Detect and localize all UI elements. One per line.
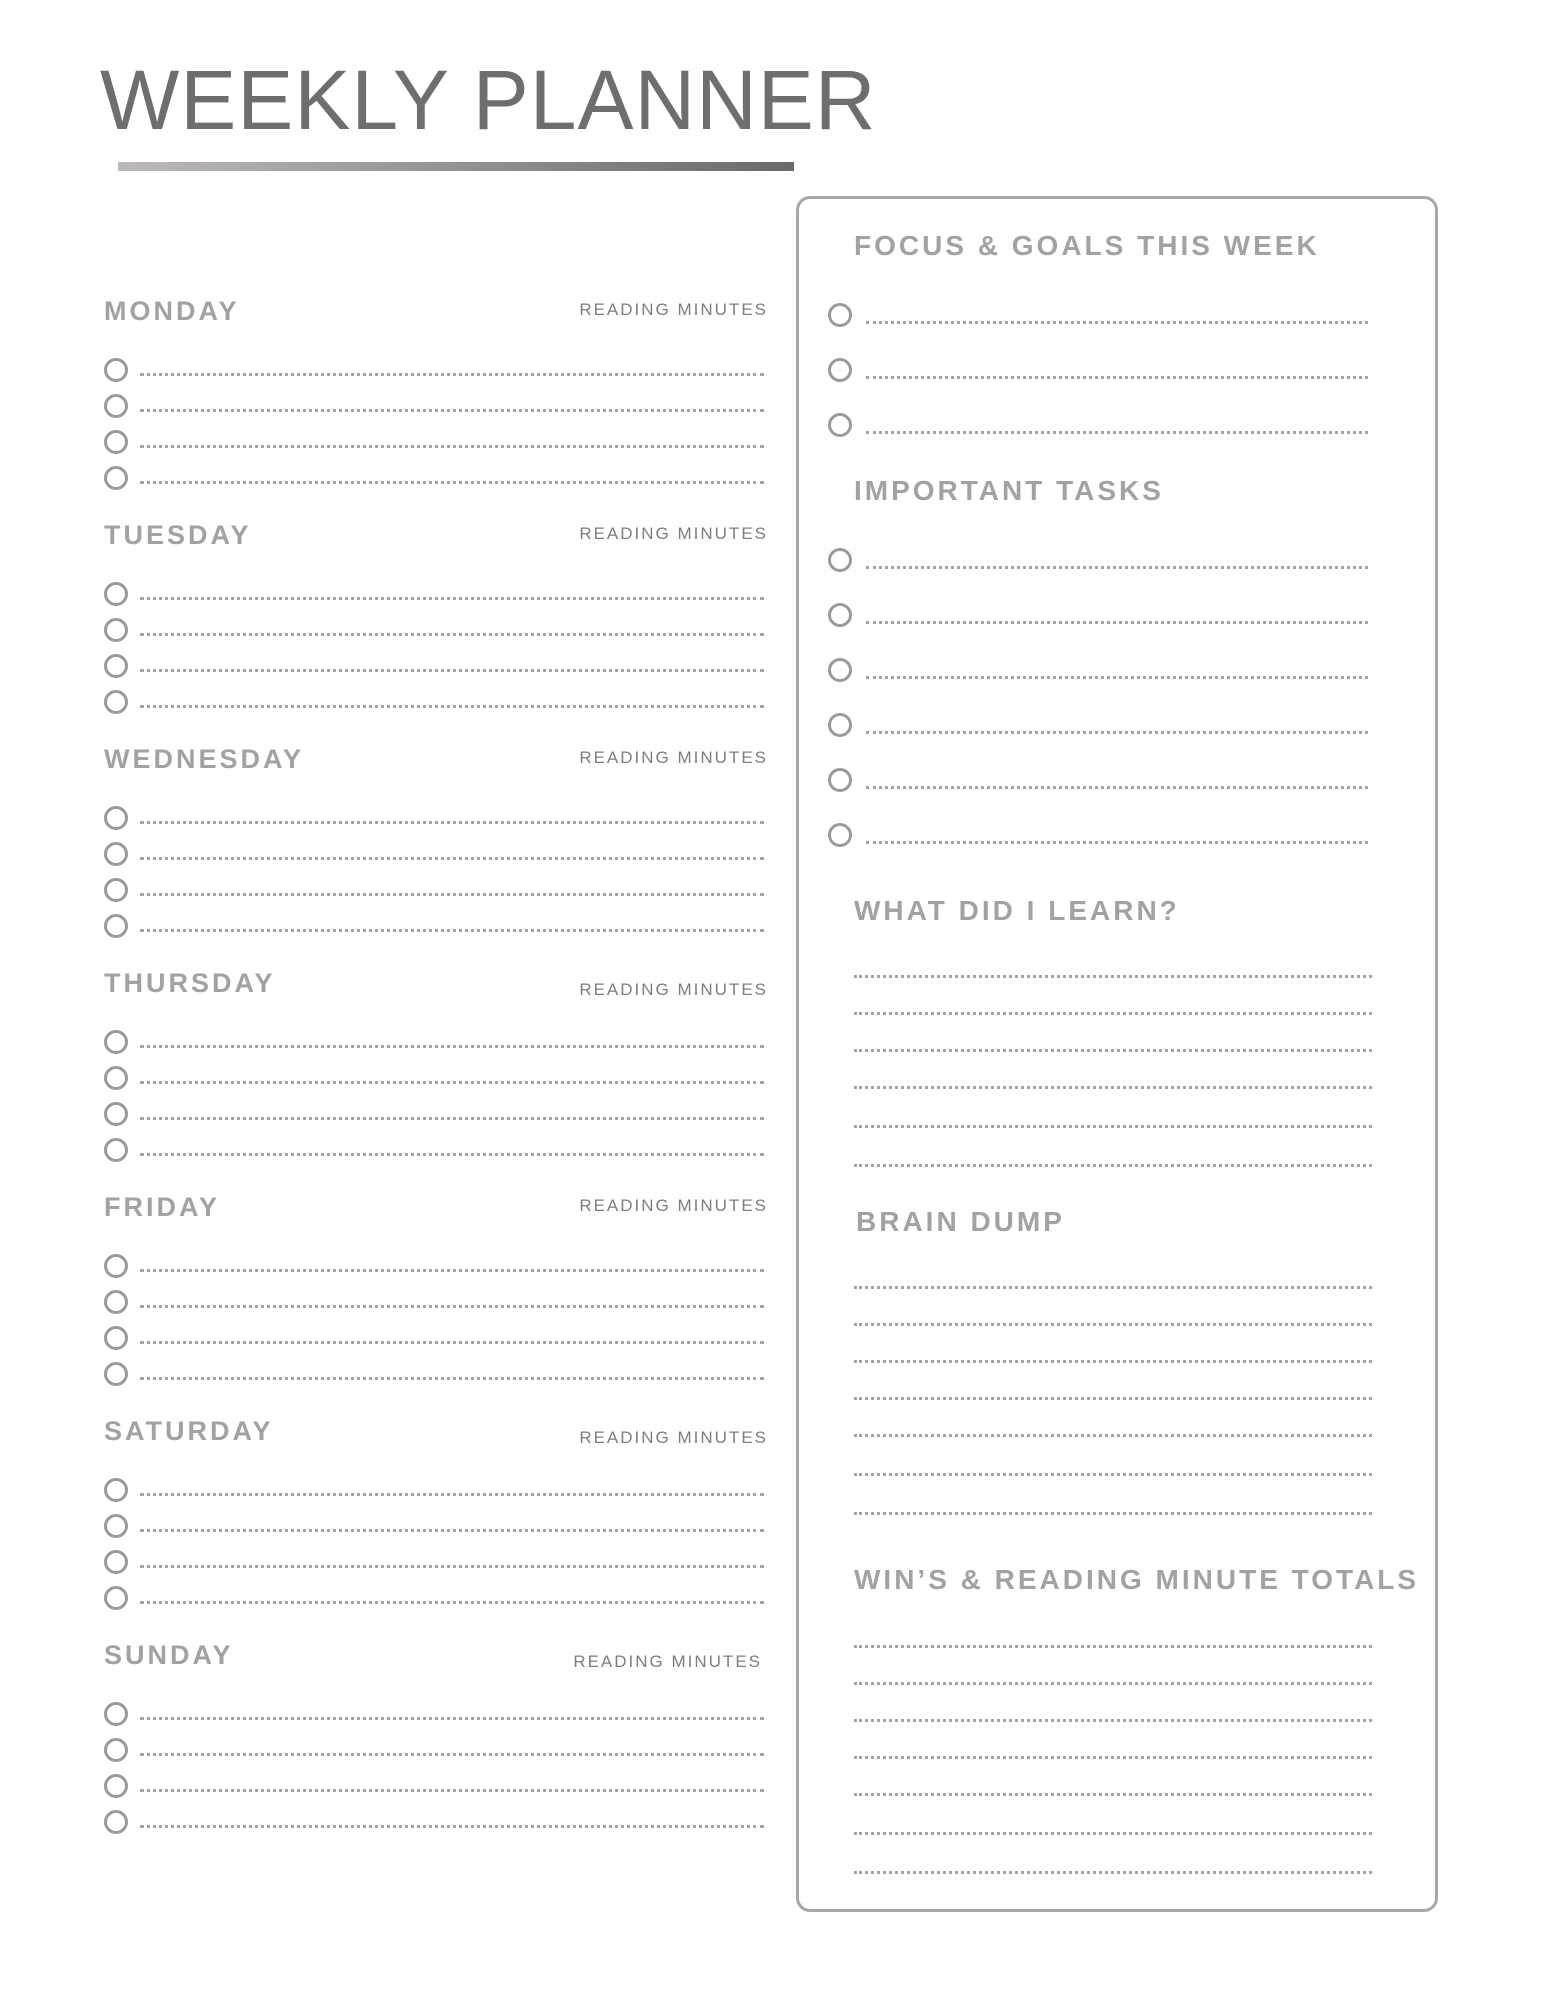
day-name: WEDNESDAY [104,744,305,774]
checkbox-circle-icon[interactable] [104,806,128,830]
reading-minutes-label: READING MINUTES [573,1652,762,1671]
important-task-row[interactable] [828,823,1368,849]
important-tasks-title: IMPORTANT TASKS [854,475,1164,506]
writing-line[interactable] [854,1645,1372,1648]
dotted-line [140,1117,764,1120]
task-row[interactable] [104,878,768,902]
writing-line[interactable] [854,1397,1372,1400]
goal-row[interactable] [828,303,1368,329]
writing-line[interactable] [854,1756,1372,1759]
checkbox-circle-icon[interactable] [104,394,128,418]
task-row[interactable] [104,1102,768,1126]
dotted-line [140,481,764,484]
writing-line[interactable] [854,1164,1372,1167]
writing-line[interactable] [854,1793,1372,1796]
day-name: SATURDAY [104,1416,274,1446]
dotted-line [866,676,1368,679]
checkbox-circle-icon[interactable] [104,1362,128,1386]
checkbox-circle-icon[interactable] [104,1066,128,1090]
dotted-line [140,705,764,708]
title-underline [118,162,794,171]
writing-line[interactable] [854,1682,1372,1685]
reading-minutes-label: READING MINUTES [579,300,768,319]
checkbox-circle-icon[interactable] [104,582,128,606]
reading-minutes-label: READING MINUTES [579,980,768,999]
day-name: FRIDAY [104,1192,221,1222]
task-row[interactable] [104,1362,768,1386]
dotted-line [866,841,1368,844]
checkbox-circle-icon[interactable] [104,466,128,490]
checkbox-circle-icon[interactable] [828,413,852,437]
writing-line[interactable] [854,1719,1372,1722]
writing-line[interactable] [854,1871,1372,1874]
dotted-line [866,731,1368,734]
checkbox-circle-icon[interactable] [104,878,128,902]
checkbox-circle-icon[interactable] [828,823,852,847]
checkbox-circle-icon[interactable] [104,1586,128,1610]
checkbox-circle-icon[interactable] [104,1254,128,1278]
checkbox-circle-icon[interactable] [828,548,852,572]
day-section-monday [104,296,768,496]
writing-line[interactable] [854,1286,1372,1289]
checkbox-circle-icon[interactable] [104,1514,128,1538]
day-section-wednesday [104,744,768,944]
task-row[interactable] [104,1810,768,1834]
dotted-line [140,1717,764,1720]
reading-minutes-label: READING MINUTES [579,1196,768,1215]
dotted-line [866,566,1368,569]
dotted-line [140,893,764,896]
goal-row[interactable] [828,358,1368,384]
dotted-line [140,1493,764,1496]
checkbox-circle-icon[interactable] [104,1774,128,1798]
important-task-row[interactable] [828,658,1368,684]
checkbox-circle-icon[interactable] [104,1326,128,1350]
task-row[interactable] [104,582,768,606]
dotted-line [140,1529,764,1532]
task-row[interactable] [104,394,768,418]
writing-line[interactable] [854,1086,1372,1089]
dotted-line [140,1269,764,1272]
checkbox-circle-icon[interactable] [104,1478,128,1502]
dotted-line [866,431,1368,434]
checkbox-circle-icon[interactable] [104,654,128,678]
task-row[interactable] [104,1586,768,1610]
dotted-line [140,409,764,412]
task-row[interactable] [104,914,768,938]
dotted-line [140,1153,764,1156]
dotted-line [866,621,1368,624]
reading-minutes-label: READING MINUTES [579,748,768,767]
writing-line[interactable] [854,1473,1372,1476]
task-row[interactable] [104,1138,768,1162]
checkbox-circle-icon[interactable] [104,914,128,938]
dotted-line [140,1305,764,1308]
checkbox-circle-icon[interactable] [828,658,852,682]
task-row[interactable] [104,1478,768,1502]
checkbox-circle-icon[interactable] [104,1702,128,1726]
checkbox-circle-icon[interactable] [104,1102,128,1126]
goal-row[interactable] [828,413,1368,439]
dotted-line [140,373,764,376]
task-row[interactable] [104,1066,768,1090]
dotted-line [140,669,764,672]
checkbox-circle-icon[interactable] [104,1810,128,1834]
checkbox-circle-icon[interactable] [828,768,852,792]
task-row[interactable] [104,358,768,382]
writing-line[interactable] [854,975,1372,978]
dotted-line [866,786,1368,789]
important-task-row[interactable] [828,713,1368,739]
task-row[interactable] [104,1514,768,1538]
day-name: THURSDAY [104,968,276,998]
day-section-thursday [104,968,768,1168]
writing-line[interactable] [854,1434,1372,1437]
writing-line[interactable] [854,1512,1372,1515]
task-row[interactable] [104,690,768,714]
brain-dump-title: BRAIN DUMP [856,1206,1065,1237]
checkbox-circle-icon[interactable] [104,1290,128,1314]
task-row[interactable] [104,1702,768,1726]
side-panel [796,196,1438,1912]
day-section-friday [104,1192,768,1392]
dotted-line [140,821,764,824]
checkbox-circle-icon[interactable] [104,1550,128,1574]
day-name: MONDAY [104,296,240,326]
dotted-line [140,633,764,636]
day-section-sunday [104,1640,768,1840]
writing-line[interactable] [854,1832,1372,1835]
day-section-tuesday [104,520,768,720]
task-row[interactable] [104,654,768,678]
writing-line[interactable] [854,1125,1372,1128]
important-task-row[interactable] [828,548,1368,574]
task-row[interactable] [104,1030,768,1054]
dotted-line [140,597,764,600]
reading-minutes-label: READING MINUTES [579,1428,768,1447]
checkbox-circle-icon[interactable] [104,358,128,382]
dotted-line [866,321,1368,324]
dotted-line [140,1341,764,1344]
task-row[interactable] [104,1254,768,1278]
task-row[interactable] [104,618,768,642]
reading-minutes-label: READING MINUTES [579,524,768,543]
dotted-line [140,1377,764,1380]
dotted-line [140,1081,764,1084]
wins-totals-title: WIN’S & READING MINUTE TOTALS [854,1564,1420,1595]
dotted-line [140,1601,764,1604]
checkbox-circle-icon[interactable] [828,603,852,627]
dotted-line [140,929,764,932]
checkbox-circle-icon[interactable] [104,1138,128,1162]
task-row[interactable] [104,806,768,830]
task-row[interactable] [104,1738,768,1762]
checkbox-circle-icon[interactable] [828,713,852,737]
dotted-line [140,445,764,448]
page-title: WEEKLY PLANNER [100,53,877,147]
day-name: TUESDAY [104,520,252,550]
day-section-saturday [104,1416,768,1616]
checkbox-circle-icon[interactable] [104,842,128,866]
important-task-row[interactable] [828,768,1368,794]
checkbox-circle-icon[interactable] [104,430,128,454]
dotted-line [140,1045,764,1048]
checkbox-circle-icon[interactable] [828,303,852,327]
checkbox-circle-icon[interactable] [104,1738,128,1762]
task-row[interactable] [104,842,768,866]
writing-line[interactable] [854,1012,1372,1015]
dotted-line [140,1565,764,1568]
dotted-line [866,376,1368,379]
task-row[interactable] [104,466,768,490]
checkbox-circle-icon[interactable] [104,618,128,642]
day-name: SUNDAY [104,1640,234,1670]
writing-line[interactable] [854,1323,1372,1326]
dotted-line [140,1789,764,1792]
task-row[interactable] [104,1774,768,1798]
checkbox-circle-icon[interactable] [104,690,128,714]
task-row[interactable] [104,1550,768,1574]
writing-line[interactable] [854,1360,1372,1363]
checkbox-circle-icon[interactable] [104,1030,128,1054]
dotted-line [140,1753,764,1756]
task-row[interactable] [104,1290,768,1314]
focus-goals-title: FOCUS & GOALS THIS WEEK [854,230,1320,261]
important-task-row[interactable] [828,603,1368,629]
writing-line[interactable] [854,1049,1372,1052]
task-row[interactable] [104,1326,768,1350]
checkbox-circle-icon[interactable] [828,358,852,382]
what-did-i-learn-title: WHAT DID I LEARN? [854,895,1180,926]
dotted-line [140,1825,764,1828]
dotted-line [140,857,764,860]
task-row[interactable] [104,430,768,454]
